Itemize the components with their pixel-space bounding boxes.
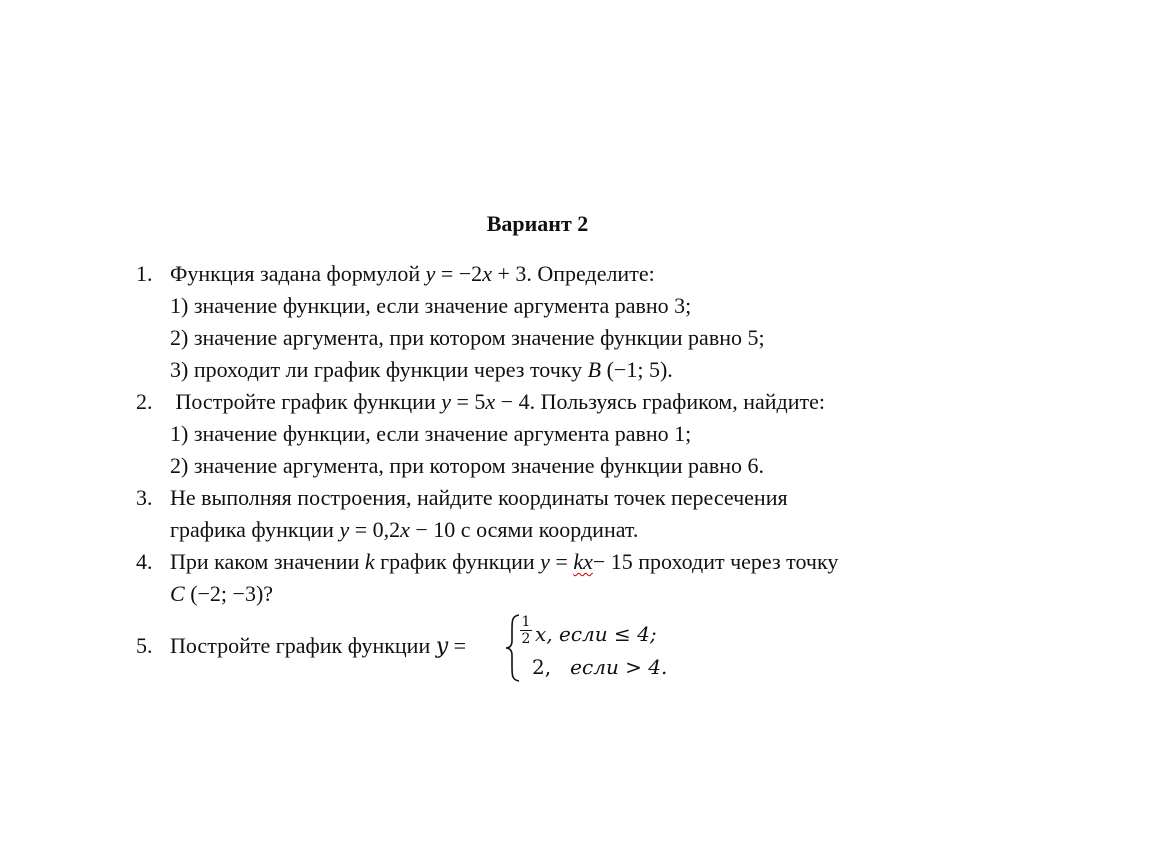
case-2: 2, если > 4. bbox=[532, 655, 668, 679]
task-1-line-1: Функция задана формулой y = −2x + 3. Определите: bbox=[170, 261, 655, 286]
task-1-number: 1. bbox=[136, 261, 153, 286]
task-5-lead: Постройте график функции y = bbox=[170, 633, 467, 659]
task-1-line-3: 2) значение аргумента, при котором значение функции равно 5; bbox=[170, 325, 765, 350]
case-1-condition: x, если ≤ 4; bbox=[535, 622, 657, 646]
task-2-line-1: Постройте график функции y = 5x − 4. Пользуясь графиком, найдите: bbox=[170, 389, 825, 414]
page-title: Вариант 2 bbox=[486, 211, 589, 236]
task-5-number: 5. bbox=[136, 633, 153, 658]
left-brace-icon bbox=[505, 613, 521, 683]
task-4-line-2: C (−2; −3)? bbox=[170, 581, 274, 606]
task-3-line-2: графика функции y = 0,2x − 10 с осями координат. bbox=[170, 517, 639, 542]
task-3-line-1: Не выполняя построения, найдите координаты точек пересечения bbox=[170, 485, 788, 510]
task-1-line-4: 3) проходит ли график функции через точку B (−1; 5). bbox=[170, 357, 673, 382]
task-4-number: 4. bbox=[136, 549, 153, 574]
task-3-number: 3. bbox=[136, 485, 153, 510]
task-4-line-1: При каком значении k график функции y = kx− 15 проходит через точку bbox=[170, 549, 839, 574]
task-2-line-3: 2) значение аргумента, при котором значение функции равно 6. bbox=[170, 453, 764, 478]
case-2-condition: если > 4. bbox=[570, 655, 668, 679]
fraction-one-half: 1 2 bbox=[521, 614, 531, 647]
task-2-number: 2. bbox=[136, 389, 153, 414]
task-2-line-2: 1) значение функции, если значение аргумента равно 1; bbox=[170, 421, 692, 446]
task-1-line-2: 1) значение функции, если значение аргумента равно 3; bbox=[170, 293, 692, 318]
spellcheck-underlined-kx: kx bbox=[573, 549, 593, 574]
